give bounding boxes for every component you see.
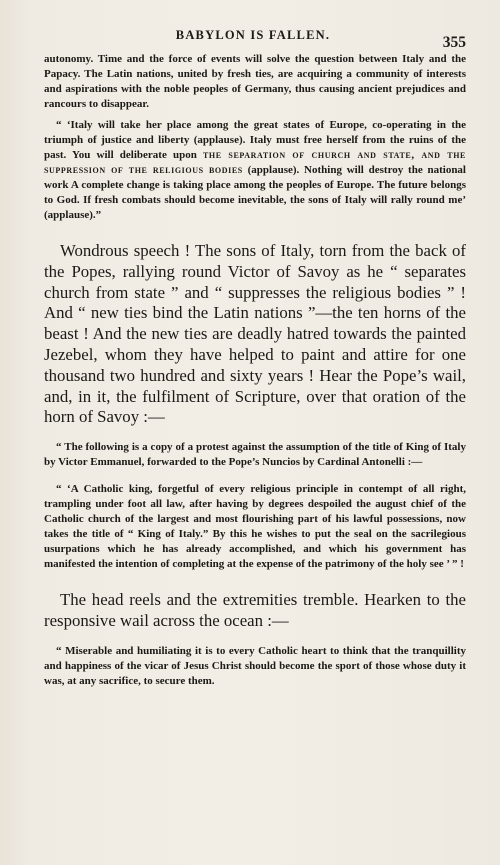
quote-text-part: (applause). Nothing will destroy the national work A complete change is taking place among the peoples of Europe. The future belongs to God. If fresh combats should become inevitable, the sons of Italy will rally round me’ (applause).” — [44, 164, 466, 221]
quote-paragraph-protest: “ The following is a copy of a protest against the assumption of the title of King of Italy by Victor Emmanuel, forwarded to the Pope’s Nuncios by Cardinal Antonelli :— — [44, 441, 466, 469]
body-paragraph-head-reels: The head reels and the extremities tremble. Hearken to the responsive wail across the ocean :— — [44, 590, 466, 630]
quote-paragraph-miserable: “ Miserable and humiliating it is to every Catholic heart to think that the tranquillity and happiness of the vicar of Jesus Christ should become the sport of those whose duty it was, at any sacrifice, to secure them. — [44, 644, 466, 687]
body-paragraph-wondrous-speech: Wondrous speech ! The sons of Italy, torn from the back of the Popes, rallying round Victor of Savoy as he “ separates church from state ” and “ suppresses the religious bodies ” ! And “ new ties bind the Latin nations ”—the ten horns of the beast ! And the new ties are deadly hatred towards the painted Jezebel, whom they have helped to paint and attire for one thousand two hundred and sixty years ! Hear the Pope’s wail, and, in it, the fulfilment of Scripture, over that oration of the horn of Savoy :— — [44, 241, 466, 427]
small-caps-phrase: the separation of church and state, and the suppression of the religious bodies — [44, 149, 466, 176]
page-header — [40, 28, 466, 51]
quote-paragraph-catholic-king: “ ‘A Catholic king, forgetful of every religious principle in contempt of all right, trampling under foot all law, after having by degrees despoiled the august chief of the Catholic church of the largest and most flourishing part of his lawful possessions, now takes the title of “ King of Italy.” By this he wishes to put the seal on the sacrilegious usurpations which he has already accomplished, and which his government has manifested the intention of completing at the expense of the patrimony of the holy see ’ ” ! — [44, 483, 466, 571]
page-body — [44, 52, 466, 689]
quote-text-part: “ ‘Italy will take her place among the great states of Europe, co-operating in the triumph of justice and liberty (applause). Italy must free herself from the ruins of the past. You will deliberate upon — [44, 119, 466, 161]
quote-paragraph-italy — [44, 118, 466, 223]
running-title: BABYLON IS FALLEN. — [175, 28, 331, 42]
quote-paragraph-autonomy: autonomy. Time and the force of events will solve the question between Italy and the Papacy. The Latin nations, united by fresh ties, are acquiring a community of interests and aspirations with the noble peoples of Germany, thus causing ancient prejudices and rancours to disappear. — [44, 53, 466, 110]
page-number: 355 — [442, 34, 466, 51]
